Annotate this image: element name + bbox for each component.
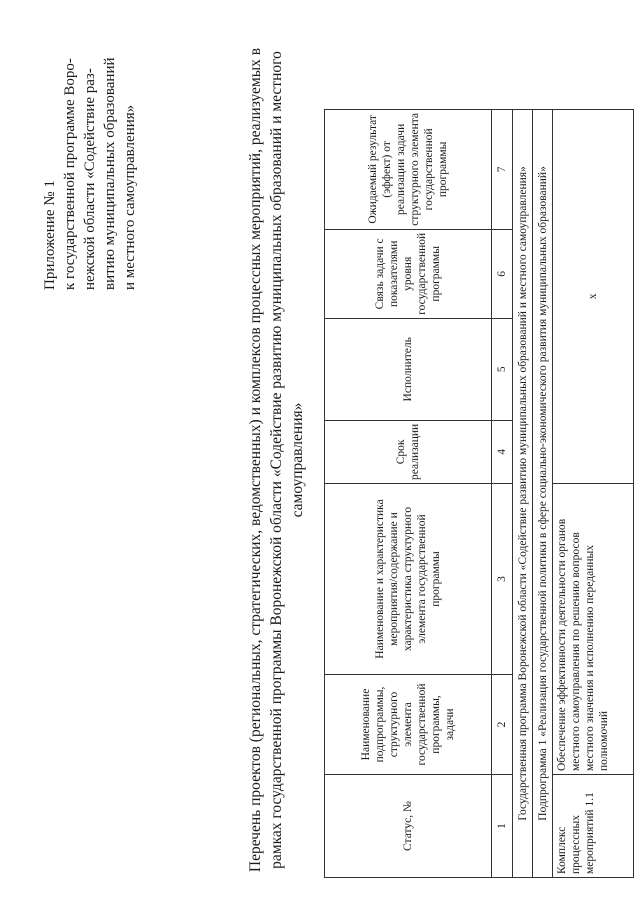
measures-table: [324, 109, 634, 878]
title-line: самоуправления»: [289, 402, 306, 518]
subprogram-cell: Подпрограмма 1 «Реализация государственной политики в сфере социально-экономического развития муниципальных образований»: [533, 109, 553, 877]
column-number: 6: [492, 229, 513, 318]
subprogram-row: [533, 109, 553, 877]
appendix-line: к государственной программе Воро-: [62, 58, 78, 290]
status-cell: Комплекс процессных мероприятий 1.1: [553, 775, 634, 878]
program-cell: Государственная программа Воронежской области «Содействие развитию муниципальных образований и местного самоуправления»: [513, 109, 533, 877]
appendix-line: нежской области «Содействие раз-: [82, 68, 98, 290]
header-cell: Ожидаемый результат (эффект) от реализации задачи структурного элемента государственной программы: [325, 109, 492, 229]
appendix-line: витию муниципальных образований: [102, 57, 118, 290]
column-number: 3: [492, 484, 513, 675]
column-number-row: [492, 109, 513, 877]
measure-name-cell: Обеспечение эффективности деятельности органов местного самоуправления по решению вопросов местного значения и исполнению переданных полномочий: [553, 484, 634, 775]
title-line: рамках государственной программы Воронежской области «Содействие развитию муниципальных образований и местного: [268, 51, 285, 869]
appendix-line: и местного самоуправления»: [122, 104, 138, 290]
column-number: 1: [492, 775, 513, 878]
column-number: 5: [492, 318, 513, 420]
column-number: 4: [492, 420, 513, 483]
program-row: [513, 109, 533, 877]
merged-cell: х: [553, 109, 634, 483]
table-row: [553, 109, 634, 877]
header-cell: Срок реализации: [325, 420, 492, 483]
column-number: 2: [492, 675, 513, 775]
header-cell: Исполнитель: [325, 318, 492, 420]
header-cell: Связь задачи с показателями уровня государственной программы: [325, 229, 492, 318]
header-cell: Наименование подпрограммы, структурного элемента государственной программы, задачи: [325, 675, 492, 775]
header-cell: Статус, №: [325, 775, 492, 878]
appendix-line: Приложение № 1: [42, 180, 58, 290]
table-header-row: [325, 109, 492, 877]
document-title: [245, 35, 308, 885]
appendix-heading: [40, 30, 140, 290]
column-number: 7: [492, 109, 513, 229]
title-line: Перечень проектов (региональных, стратегических, ведомственных) и комплексов процессных мероприятий, реализуемых в: [247, 47, 264, 873]
header-cell: Наименование и характеристика мероприятия/содержание и характеристика структурного элемента государственной программы: [325, 484, 492, 675]
